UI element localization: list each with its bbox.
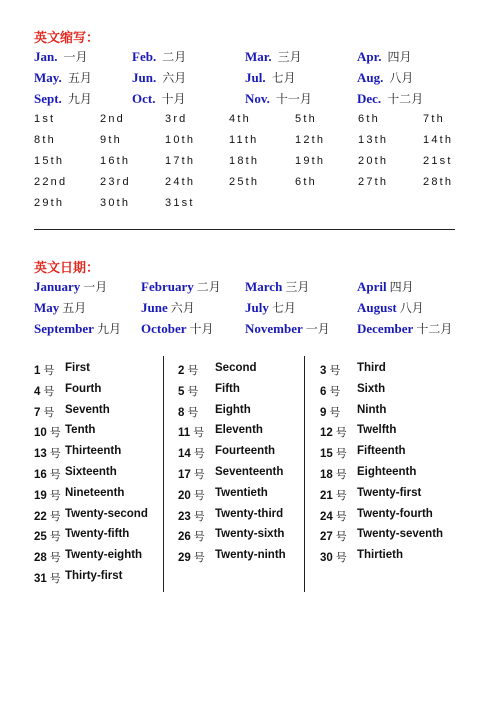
abbr-cn: 二月 xyxy=(162,50,187,64)
day-hao: 号 xyxy=(49,509,61,523)
day-word: Sixth xyxy=(357,382,386,395)
day-word: Second xyxy=(215,362,257,374)
abbr-en: May. xyxy=(34,70,62,85)
abbreviation-heading: 英文缩写： xyxy=(34,31,100,46)
ordinal-item: 15th xyxy=(34,155,65,167)
abbr-item xyxy=(34,48,88,66)
day-word: Ninth xyxy=(357,403,387,416)
abbr-en: Sept. xyxy=(34,91,62,106)
day-word: Fifteenth xyxy=(357,445,406,458)
month-en: November xyxy=(245,321,303,336)
day-number: 15 xyxy=(320,448,333,461)
day-hao: 号 xyxy=(187,364,199,377)
day-hao: 号 xyxy=(43,405,55,419)
day-row xyxy=(34,404,54,420)
abbr-cn: 五月 xyxy=(67,71,92,85)
day-word: Eleventh xyxy=(215,424,263,437)
ordinal-item: 10th xyxy=(165,134,196,146)
day-number: 17 xyxy=(178,469,191,481)
day-number: 25 xyxy=(34,531,47,544)
ordinal-item: 24th xyxy=(165,176,196,188)
day-hao: 号 xyxy=(193,426,205,440)
ordinal-item: 8th xyxy=(34,134,56,146)
day-word: Eighth xyxy=(215,403,251,416)
day-hao: 号 xyxy=(329,384,341,398)
day-hao: 号 xyxy=(193,488,205,502)
ordinal-item: 29th xyxy=(34,197,65,209)
day-row xyxy=(320,362,340,378)
month-cn: 四月 xyxy=(389,280,414,294)
day-number: 28 xyxy=(34,552,47,565)
month-item xyxy=(245,320,330,338)
day-number: 9 xyxy=(320,406,327,419)
ordinal-item: 2nd xyxy=(100,113,125,125)
date-heading: 英文日期： xyxy=(34,261,100,276)
abbr-en: Dec. xyxy=(357,91,382,106)
day-hao: 号 xyxy=(193,530,205,544)
abbr-item xyxy=(132,90,185,108)
abbr-en: Oct. xyxy=(132,91,156,106)
day-number: 6 xyxy=(320,385,327,398)
month-cn: 十月 xyxy=(189,322,214,336)
ordinal-item: 27th xyxy=(358,176,389,188)
day-number: 27 xyxy=(320,531,333,544)
day-hao: 号 xyxy=(49,572,61,585)
day-number: 29 xyxy=(178,552,191,565)
day-row xyxy=(178,362,198,378)
day-word: Thirtieth xyxy=(357,549,403,562)
month-item xyxy=(245,299,296,317)
day-number: 18 xyxy=(320,469,333,481)
ordinal-item: 4th xyxy=(229,113,251,125)
day-row xyxy=(320,383,340,399)
month-en: September xyxy=(34,321,94,336)
day-word: Tenth xyxy=(65,424,96,437)
day-word: Twenty-fifth xyxy=(65,528,130,541)
abbr-en: Feb. xyxy=(132,49,157,64)
day-row xyxy=(34,466,61,482)
month-item xyxy=(141,320,214,338)
day-hao: 号 xyxy=(335,468,347,481)
month-cn: 九月 xyxy=(96,322,121,336)
ordinal-item: 13th xyxy=(358,134,389,146)
month-en: March xyxy=(245,279,283,294)
day-hao: 号 xyxy=(193,551,205,565)
month-item xyxy=(357,299,424,317)
abbr-cn: 四月 xyxy=(387,50,412,64)
month-cn: 六月 xyxy=(170,301,195,315)
day-word: Twenty-fourth xyxy=(357,507,433,520)
abbr-cn: 一月 xyxy=(63,50,88,64)
day-number: 10 xyxy=(34,427,47,440)
day-hao: 号 xyxy=(329,405,341,419)
day-row xyxy=(178,487,205,503)
day-hao: 号 xyxy=(49,426,61,440)
day-word: Thirty-first xyxy=(65,570,123,582)
ordinal-item: 19th xyxy=(295,155,326,167)
abbr-item xyxy=(132,69,186,87)
day-row xyxy=(178,404,198,420)
day-row xyxy=(320,528,347,544)
ordinal-item: 22nd xyxy=(34,176,68,188)
month-cn: 十二月 xyxy=(416,322,453,336)
day-hao: 号 xyxy=(335,551,347,565)
abbr-en: Nov. xyxy=(245,91,270,106)
day-row xyxy=(320,487,347,503)
day-word: Nineteenth xyxy=(65,486,125,499)
day-word: Seventh xyxy=(65,403,110,416)
month-item xyxy=(141,278,221,296)
day-row xyxy=(34,445,61,461)
ordinal-item: 16th xyxy=(100,155,131,167)
abbr-item xyxy=(34,69,92,87)
day-row xyxy=(178,549,205,565)
month-en: August xyxy=(357,300,397,315)
day-hao: 号 xyxy=(49,488,61,502)
day-number: 26 xyxy=(178,531,191,544)
ordinal-item: 1st xyxy=(34,113,56,125)
day-word: Twenty-second xyxy=(65,507,148,520)
abbr-item xyxy=(132,48,186,66)
month-cn: 五月 xyxy=(62,301,87,315)
month-en: July xyxy=(245,300,269,315)
abbr-en: Mar. xyxy=(245,49,272,64)
day-number: 20 xyxy=(178,489,191,502)
month-item xyxy=(357,320,452,338)
ordinal-item: 12th xyxy=(295,134,326,146)
day-hao: 号 xyxy=(329,364,341,377)
column-divider-1 xyxy=(163,356,164,592)
abbr-cn: 十二月 xyxy=(387,92,424,106)
day-hao: 号 xyxy=(335,530,347,544)
day-word: Twenty-seventh xyxy=(357,528,444,541)
abbr-item xyxy=(245,90,312,108)
month-cn: 八月 xyxy=(399,301,424,315)
abbr-cn: 九月 xyxy=(67,92,92,106)
section-divider xyxy=(34,229,455,230)
day-row xyxy=(34,383,54,399)
abbr-item xyxy=(357,48,411,66)
day-word: First xyxy=(65,362,90,374)
abbr-en: Jan. xyxy=(34,49,58,64)
ordinal-item: 5th xyxy=(295,113,317,125)
month-item xyxy=(245,278,309,296)
day-row xyxy=(34,528,61,544)
day-hao: 号 xyxy=(335,447,347,461)
day-row xyxy=(34,424,61,440)
day-word: Twenty-ninth xyxy=(215,549,286,562)
day-number: 13 xyxy=(34,448,47,461)
day-word: Twentieth xyxy=(215,486,268,499)
ordinal-item: 30th xyxy=(100,197,131,209)
day-hao: 号 xyxy=(49,447,61,461)
ordinal-item: 3rd xyxy=(165,113,188,125)
month-en: June xyxy=(141,300,168,315)
day-row xyxy=(178,445,205,461)
day-number: 2 xyxy=(178,365,185,377)
abbr-item xyxy=(357,69,413,87)
day-number: 16 xyxy=(34,469,47,481)
day-number: 5 xyxy=(178,385,185,398)
day-row xyxy=(320,445,347,461)
day-row xyxy=(178,383,198,399)
day-word: Twenty-eighth xyxy=(65,549,143,562)
day-number: 21 xyxy=(320,489,333,502)
ordinal-item: 14th xyxy=(423,134,454,146)
day-hao: 号 xyxy=(49,468,61,481)
day-hao: 号 xyxy=(193,468,205,481)
day-number: 12 xyxy=(320,427,333,440)
ordinal-item: 25th xyxy=(229,176,260,188)
abbr-cn: 十月 xyxy=(161,92,186,106)
month-item xyxy=(141,299,195,317)
day-word: Fourteenth xyxy=(215,445,276,458)
day-hao: 号 xyxy=(49,530,61,544)
ordinal-item: 28th xyxy=(423,176,454,188)
day-hao: 号 xyxy=(43,364,55,377)
month-item xyxy=(34,278,107,296)
day-word: Fourth xyxy=(65,382,102,395)
abbr-cn: 十一月 xyxy=(275,92,312,106)
ordinal-item: 6th xyxy=(295,176,317,188)
day-word: Twenty-first xyxy=(357,486,422,499)
day-word: Fifth xyxy=(215,382,240,395)
abbr-item xyxy=(34,90,92,108)
day-hao: 号 xyxy=(193,509,205,523)
ordinal-item: 17th xyxy=(165,155,196,167)
month-cn: 一月 xyxy=(83,280,108,294)
ordinal-item: 18th xyxy=(229,155,260,167)
day-hao: 号 xyxy=(335,426,347,440)
day-number: 3 xyxy=(320,365,327,377)
month-en: October xyxy=(141,321,187,336)
month-item xyxy=(357,278,414,296)
day-row xyxy=(320,549,347,565)
day-hao: 号 xyxy=(335,488,347,502)
day-row xyxy=(320,404,340,420)
month-cn: 一月 xyxy=(305,322,330,336)
day-row xyxy=(320,424,347,440)
ordinal-item: 11th xyxy=(229,134,259,146)
day-hao: 号 xyxy=(43,384,55,398)
day-row xyxy=(34,487,61,503)
day-row xyxy=(178,508,205,524)
day-number: 4 xyxy=(34,385,41,398)
day-word: Twenty-third xyxy=(215,507,284,520)
ordinal-item: 23rd xyxy=(100,176,131,188)
month-cn: 七月 xyxy=(271,301,296,315)
month-en: May xyxy=(34,300,60,315)
ordinal-item: 6th xyxy=(358,113,380,125)
day-row xyxy=(34,570,61,586)
day-hao: 号 xyxy=(187,384,199,398)
abbr-en: Jul. xyxy=(245,70,266,85)
abbr-cn: 七月 xyxy=(271,71,296,85)
day-row xyxy=(320,508,347,524)
abbr-cn: 八月 xyxy=(389,71,414,85)
day-number: 14 xyxy=(178,448,191,461)
abbr-item xyxy=(245,48,302,66)
day-word: Thirteenth xyxy=(65,445,122,458)
day-hao: 号 xyxy=(193,447,205,461)
abbr-en: Apr. xyxy=(357,49,382,64)
day-hao: 号 xyxy=(335,509,347,523)
day-row xyxy=(34,508,61,524)
day-word: Twenty-sixth xyxy=(215,528,285,541)
day-number: 22 xyxy=(34,510,47,523)
day-row xyxy=(178,466,205,482)
ordinal-item: 9th xyxy=(100,134,122,146)
month-item xyxy=(34,299,86,317)
abbr-item xyxy=(357,90,423,108)
day-row xyxy=(34,549,61,565)
day-row xyxy=(34,362,54,378)
day-row xyxy=(178,528,205,544)
abbr-item xyxy=(245,69,296,87)
abbr-en: Aug. xyxy=(357,70,384,85)
day-number: 1 xyxy=(34,365,41,377)
month-item xyxy=(34,320,121,338)
day-word: Eighteenth xyxy=(357,466,417,478)
day-number: 7 xyxy=(34,406,41,419)
ordinal-item: 21st xyxy=(423,155,453,167)
month-en: February xyxy=(141,279,194,294)
day-hao: 号 xyxy=(187,405,199,419)
month-en: December xyxy=(357,321,414,336)
month-cn: 二月 xyxy=(196,280,221,294)
month-en: January xyxy=(34,279,81,294)
day-number: 30 xyxy=(320,552,333,565)
ordinal-item: 7th xyxy=(423,113,445,125)
day-row xyxy=(178,424,204,440)
day-word: Sixteenth xyxy=(65,466,117,478)
day-word: Third xyxy=(357,362,386,374)
abbr-en: Jun. xyxy=(132,70,157,85)
day-hao: 号 xyxy=(49,551,61,565)
day-row xyxy=(320,466,347,482)
column-divider-2 xyxy=(304,356,305,592)
day-number: 8 xyxy=(178,406,185,419)
day-number: 23 xyxy=(178,510,191,523)
day-number: 19 xyxy=(34,489,47,502)
abbr-cn: 三月 xyxy=(277,50,302,64)
month-cn: 三月 xyxy=(285,280,310,294)
day-word: Seventeenth xyxy=(215,466,284,478)
month-en: April xyxy=(357,279,387,294)
abbr-cn: 六月 xyxy=(162,71,187,85)
day-word: Twelfth xyxy=(357,424,397,437)
ordinal-item: 20th xyxy=(358,155,389,167)
day-number: 31 xyxy=(34,573,47,585)
day-number: 24 xyxy=(320,510,333,523)
day-number: 11 xyxy=(178,427,191,440)
ordinal-item: 31st xyxy=(165,197,195,209)
